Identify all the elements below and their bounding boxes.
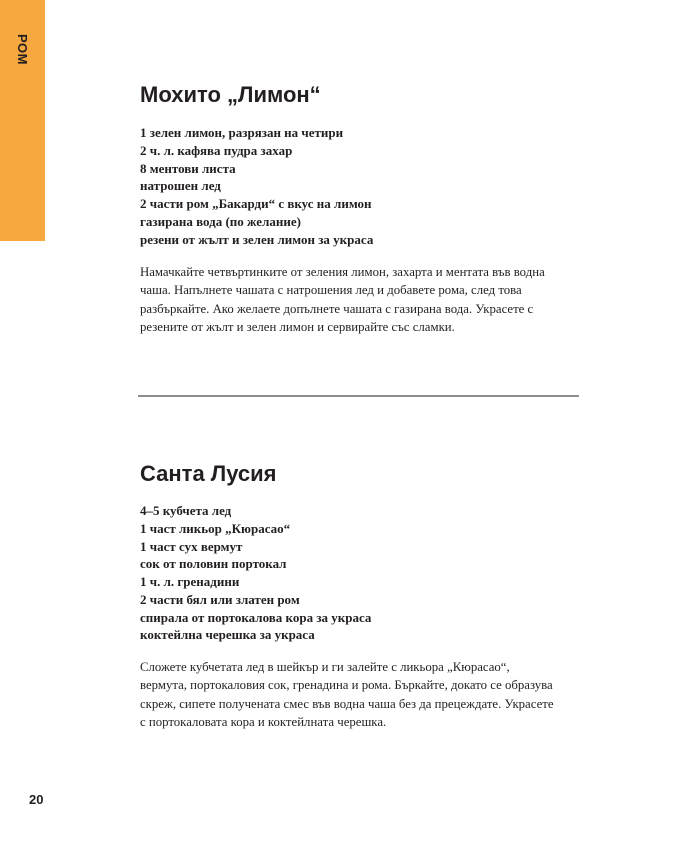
ingredient-item: газирана вода (по желание) <box>140 213 301 229</box>
method-line: разбъркайте. Ако желаете допълнете чашата с газирана вода. Украсете с <box>140 301 534 316</box>
ingredient-item: 4–5 кубчета лед <box>140 503 232 518</box>
method-line: Сложете кубчетата лед в шейкър и ги залейте с ликьора „Кюрасао“, <box>140 660 510 674</box>
ingredient-item: 2 части бял или златен ром <box>140 591 300 607</box>
recipe-title-mojito: Мохито „Лимон“ <box>140 82 321 107</box>
ingredient-item: спирала от портокалова кора за украса <box>140 609 372 625</box>
ingredient-item: 1 ч. л. гренадини <box>140 574 240 589</box>
method-line: скреж, сипете получената смес във водна чаша без да прецеждате. Украсете <box>140 696 554 711</box>
method-line: чаша. Напълнете чашата с натрошения лед и добавете рома, след това <box>140 283 522 298</box>
ingredient-item: 2 ч. л. кафява пудра захар <box>140 142 293 158</box>
section-divider <box>138 395 579 397</box>
recipe-title-santa-lucia: Санта Лусия <box>140 461 277 486</box>
ingredient-item: 1 част ликьор „Кюрасао“ <box>140 520 291 536</box>
ingredient-item: сок от половин портокал <box>140 556 287 572</box>
ingredient-item: натрошен лед <box>140 178 221 194</box>
ingredient-list-mojito <box>140 124 373 248</box>
section-tab-label: РОМ <box>15 34 30 65</box>
section-tab-label-wrap <box>0 34 45 70</box>
method-line: вермута, портокаловия сок, гренадина и рома. Бъркайте, докато се образува <box>140 678 553 693</box>
ingredient-list-santa-lucia <box>140 502 371 644</box>
method-paragraph-santa-lucia <box>140 658 554 731</box>
ingredient-item: 8 ментови листа <box>140 160 236 176</box>
ingredient-item: 2 части ром „Бакарди“ с вкус на лимон <box>140 196 372 211</box>
method-line: с портокаловата кора и коктейлната черешка. <box>140 714 387 729</box>
ingredient-item: 1 част сух вермут <box>140 538 243 554</box>
ingredient-item: коктейлна черешка за украса <box>140 627 315 643</box>
method-line: резените от жълт и зелен лимон и сервирайте със сламки. <box>140 319 455 334</box>
section-tab <box>0 0 45 241</box>
ingredient-item: 1 зелен лимон, разрязан на четири <box>140 125 344 140</box>
method-line: Намачкайте четвъртинките от зеления лимон, захарта и ментата във водна <box>140 265 545 279</box>
ingredient-item: резени от жълт и зелен лимон за украса <box>140 231 374 247</box>
page-number: 20 <box>29 792 44 807</box>
method-paragraph-mojito <box>140 263 545 336</box>
